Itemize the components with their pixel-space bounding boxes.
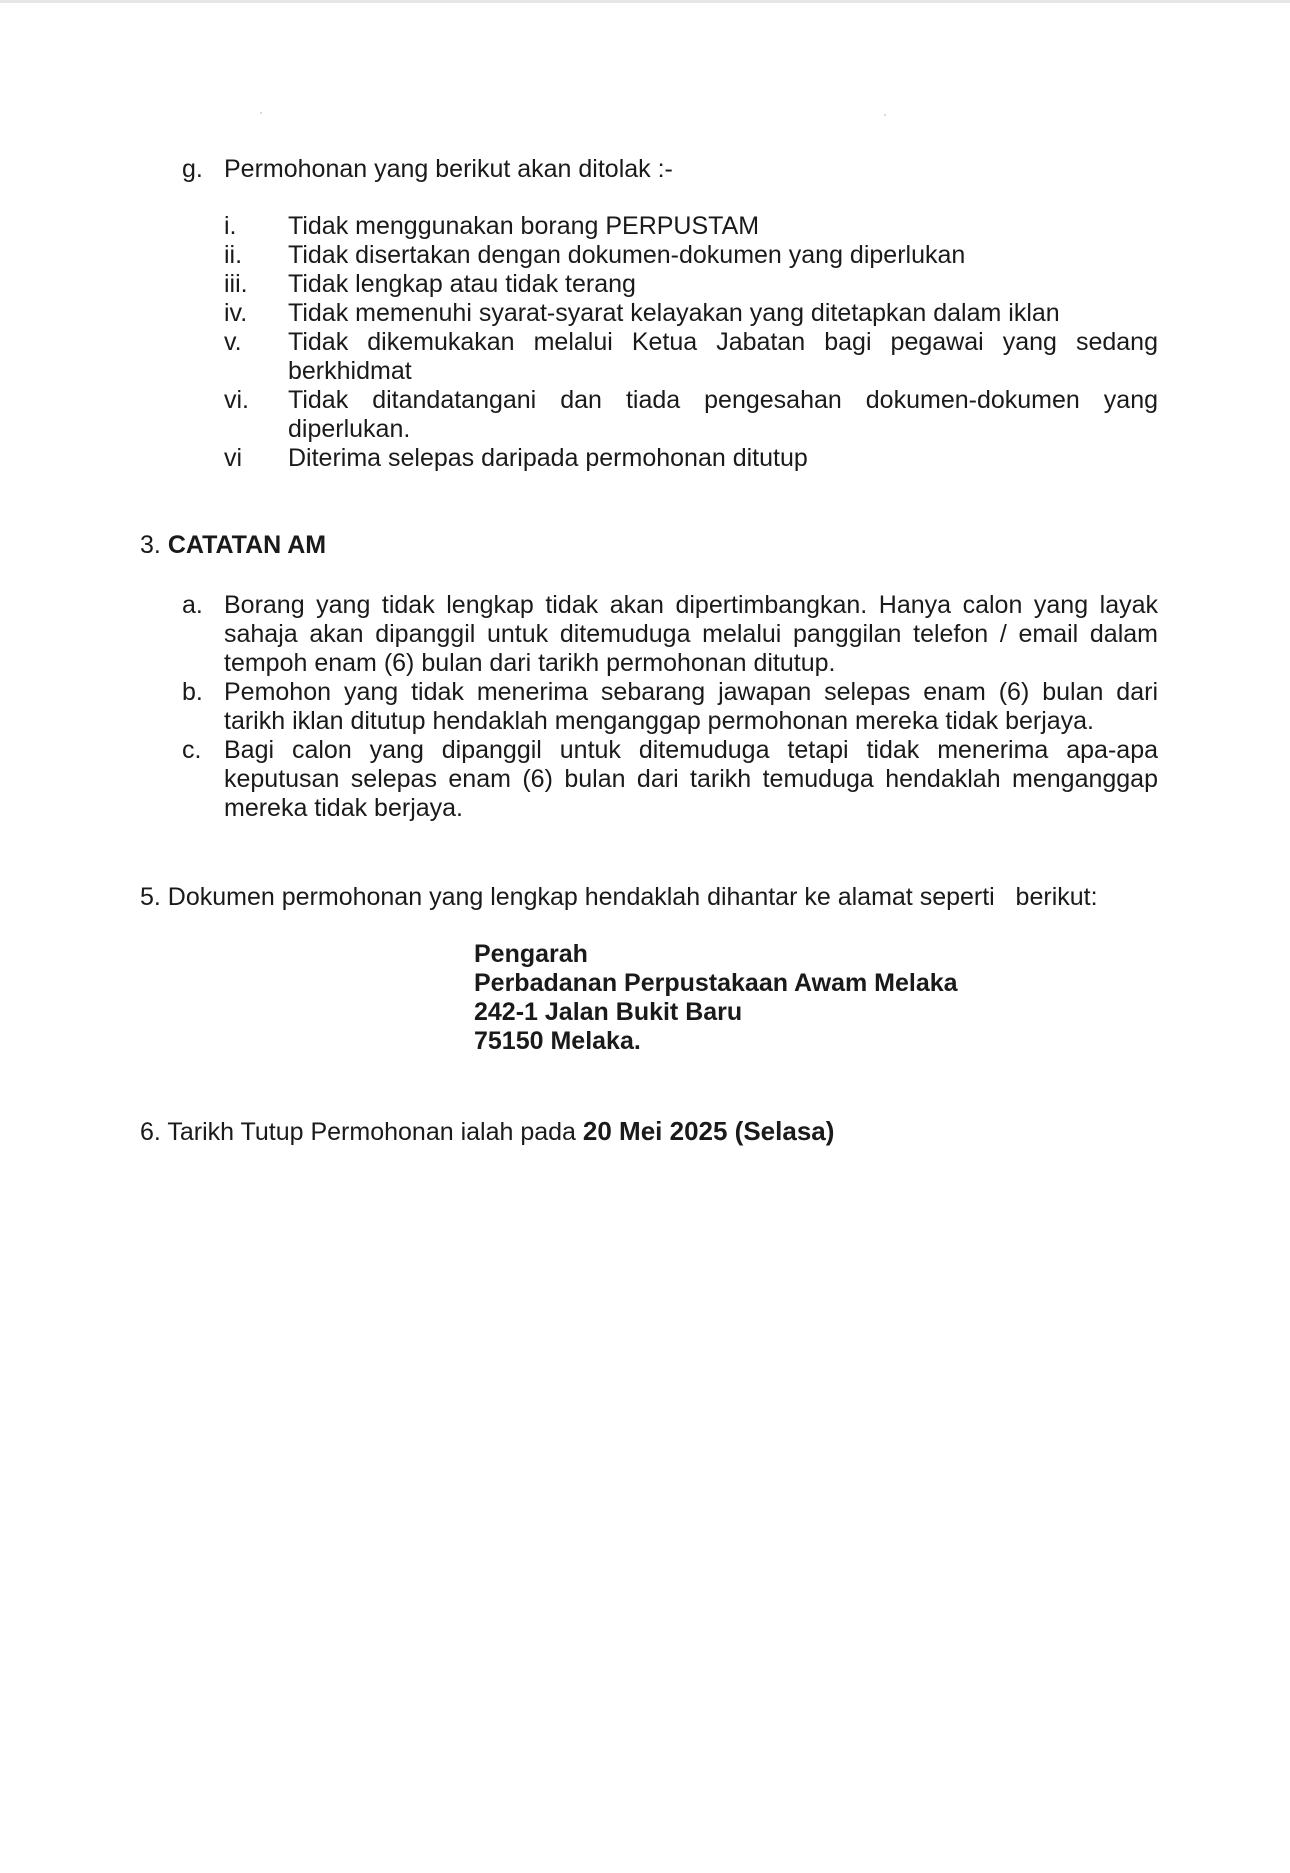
address-line-postcode-city: 75150 Melaka. [474, 1027, 641, 1055]
scan-speck [884, 114, 886, 116]
general-notes-list [182, 591, 1158, 823]
list-item-letter: c. [182, 736, 202, 764]
section-3-heading [140, 531, 326, 560]
list-item [224, 328, 1158, 386]
list-item-number: ii. [224, 241, 243, 269]
list-item [224, 444, 1158, 473]
section-3-number: 3. [140, 531, 161, 559]
list-item-number: iv. [224, 299, 248, 327]
list-item-text: Tidak menggunakan borang PERPUSTAM [288, 212, 760, 240]
list-item [182, 591, 1158, 678]
list-item-text: Tidak disertakan dengan dokumen-dokumen yang diperlukan [288, 241, 966, 269]
list-item-number: v. [224, 328, 242, 356]
list-item-number: iii. [224, 270, 248, 298]
list-item-text: Tidak dikemukakan melalui Ketua Jabatan bagi pegawai yang sedang berkhidmat [288, 328, 1158, 385]
list-item-number: i. [224, 212, 237, 240]
list-item-text: Diterima selepas daripada permohonan ditutup [288, 444, 808, 472]
list-item [224, 299, 1158, 328]
page-top-edge [0, 0, 1290, 3]
section-5-paragraph: 5. Dokumen permohonan yang lengkap hendaklah dihantar ke alamat seperti berikut: [140, 883, 1098, 911]
section-6-closing-date [140, 1117, 834, 1147]
list-item-number: vi [224, 444, 243, 472]
section-3-title: CATATAN AM [167, 531, 327, 559]
rejection-list [224, 212, 1158, 473]
list-item [224, 270, 1158, 299]
scan-speck [260, 112, 262, 114]
section-g-label: g. [182, 155, 203, 183]
list-item [182, 736, 1158, 823]
list-item-text: Pemohon yang tidak menerima sebarang jawapan selepas enam (6) bulan dari tarikh iklan ditutup hendaklah menganggap permohonan mereka tidak berjaya. [224, 678, 1158, 735]
list-item-text: Tidak ditandatangani dan tiada pengesahan dokumen-dokumen yang diperlukan. [288, 386, 1158, 443]
list-item [224, 386, 1158, 444]
section-g-heading-text: Permohonan yang berikut akan ditolak :- [224, 155, 673, 183]
mailing-address [474, 940, 958, 1056]
list-item-number: vi. [224, 386, 249, 414]
list-item-letter: a. [182, 591, 203, 619]
list-item-text: Bagi calon yang dipanggil untuk ditemuduga tetapi tidak menerima apa-apa keputusan selepas enam (6) bulan dari tarikh temuduga hendaklah menganggap mereka tidak berjaya. [224, 736, 1158, 822]
list-item-text: Tidak lengkap atau tidak terang [288, 270, 636, 298]
list-item [224, 241, 1158, 270]
list-item-text: Borang yang tidak lengkap tidak akan dipertimbangkan. Hanya calon yang layak sahaja akan dipanggil untuk ditemuduga melalui panggilan telefon / email dalam tempoh enam (6) bulan dari tarikh permohonan ditutup. [224, 591, 1158, 677]
closing-date-prefix: 6. Tarikh Tutup Permohonan ialah pada [140, 1118, 583, 1146]
list-item-text: Tidak memenuhi syarat-syarat kelayakan yang ditetapkan dalam iklan [288, 299, 1060, 327]
address-line-street: 242-1 Jalan Bukit Baru [474, 998, 743, 1026]
closing-date-value: 20 Mei 2025 (Selasa) [582, 1116, 835, 1146]
list-item [224, 212, 1158, 241]
list-item-letter: b. [182, 678, 203, 706]
address-line-recipient: Pengarah [474, 940, 588, 968]
address-line-organisation: Perbadanan Perpustakaan Awam Melaka [474, 969, 958, 997]
list-item [182, 678, 1158, 736]
